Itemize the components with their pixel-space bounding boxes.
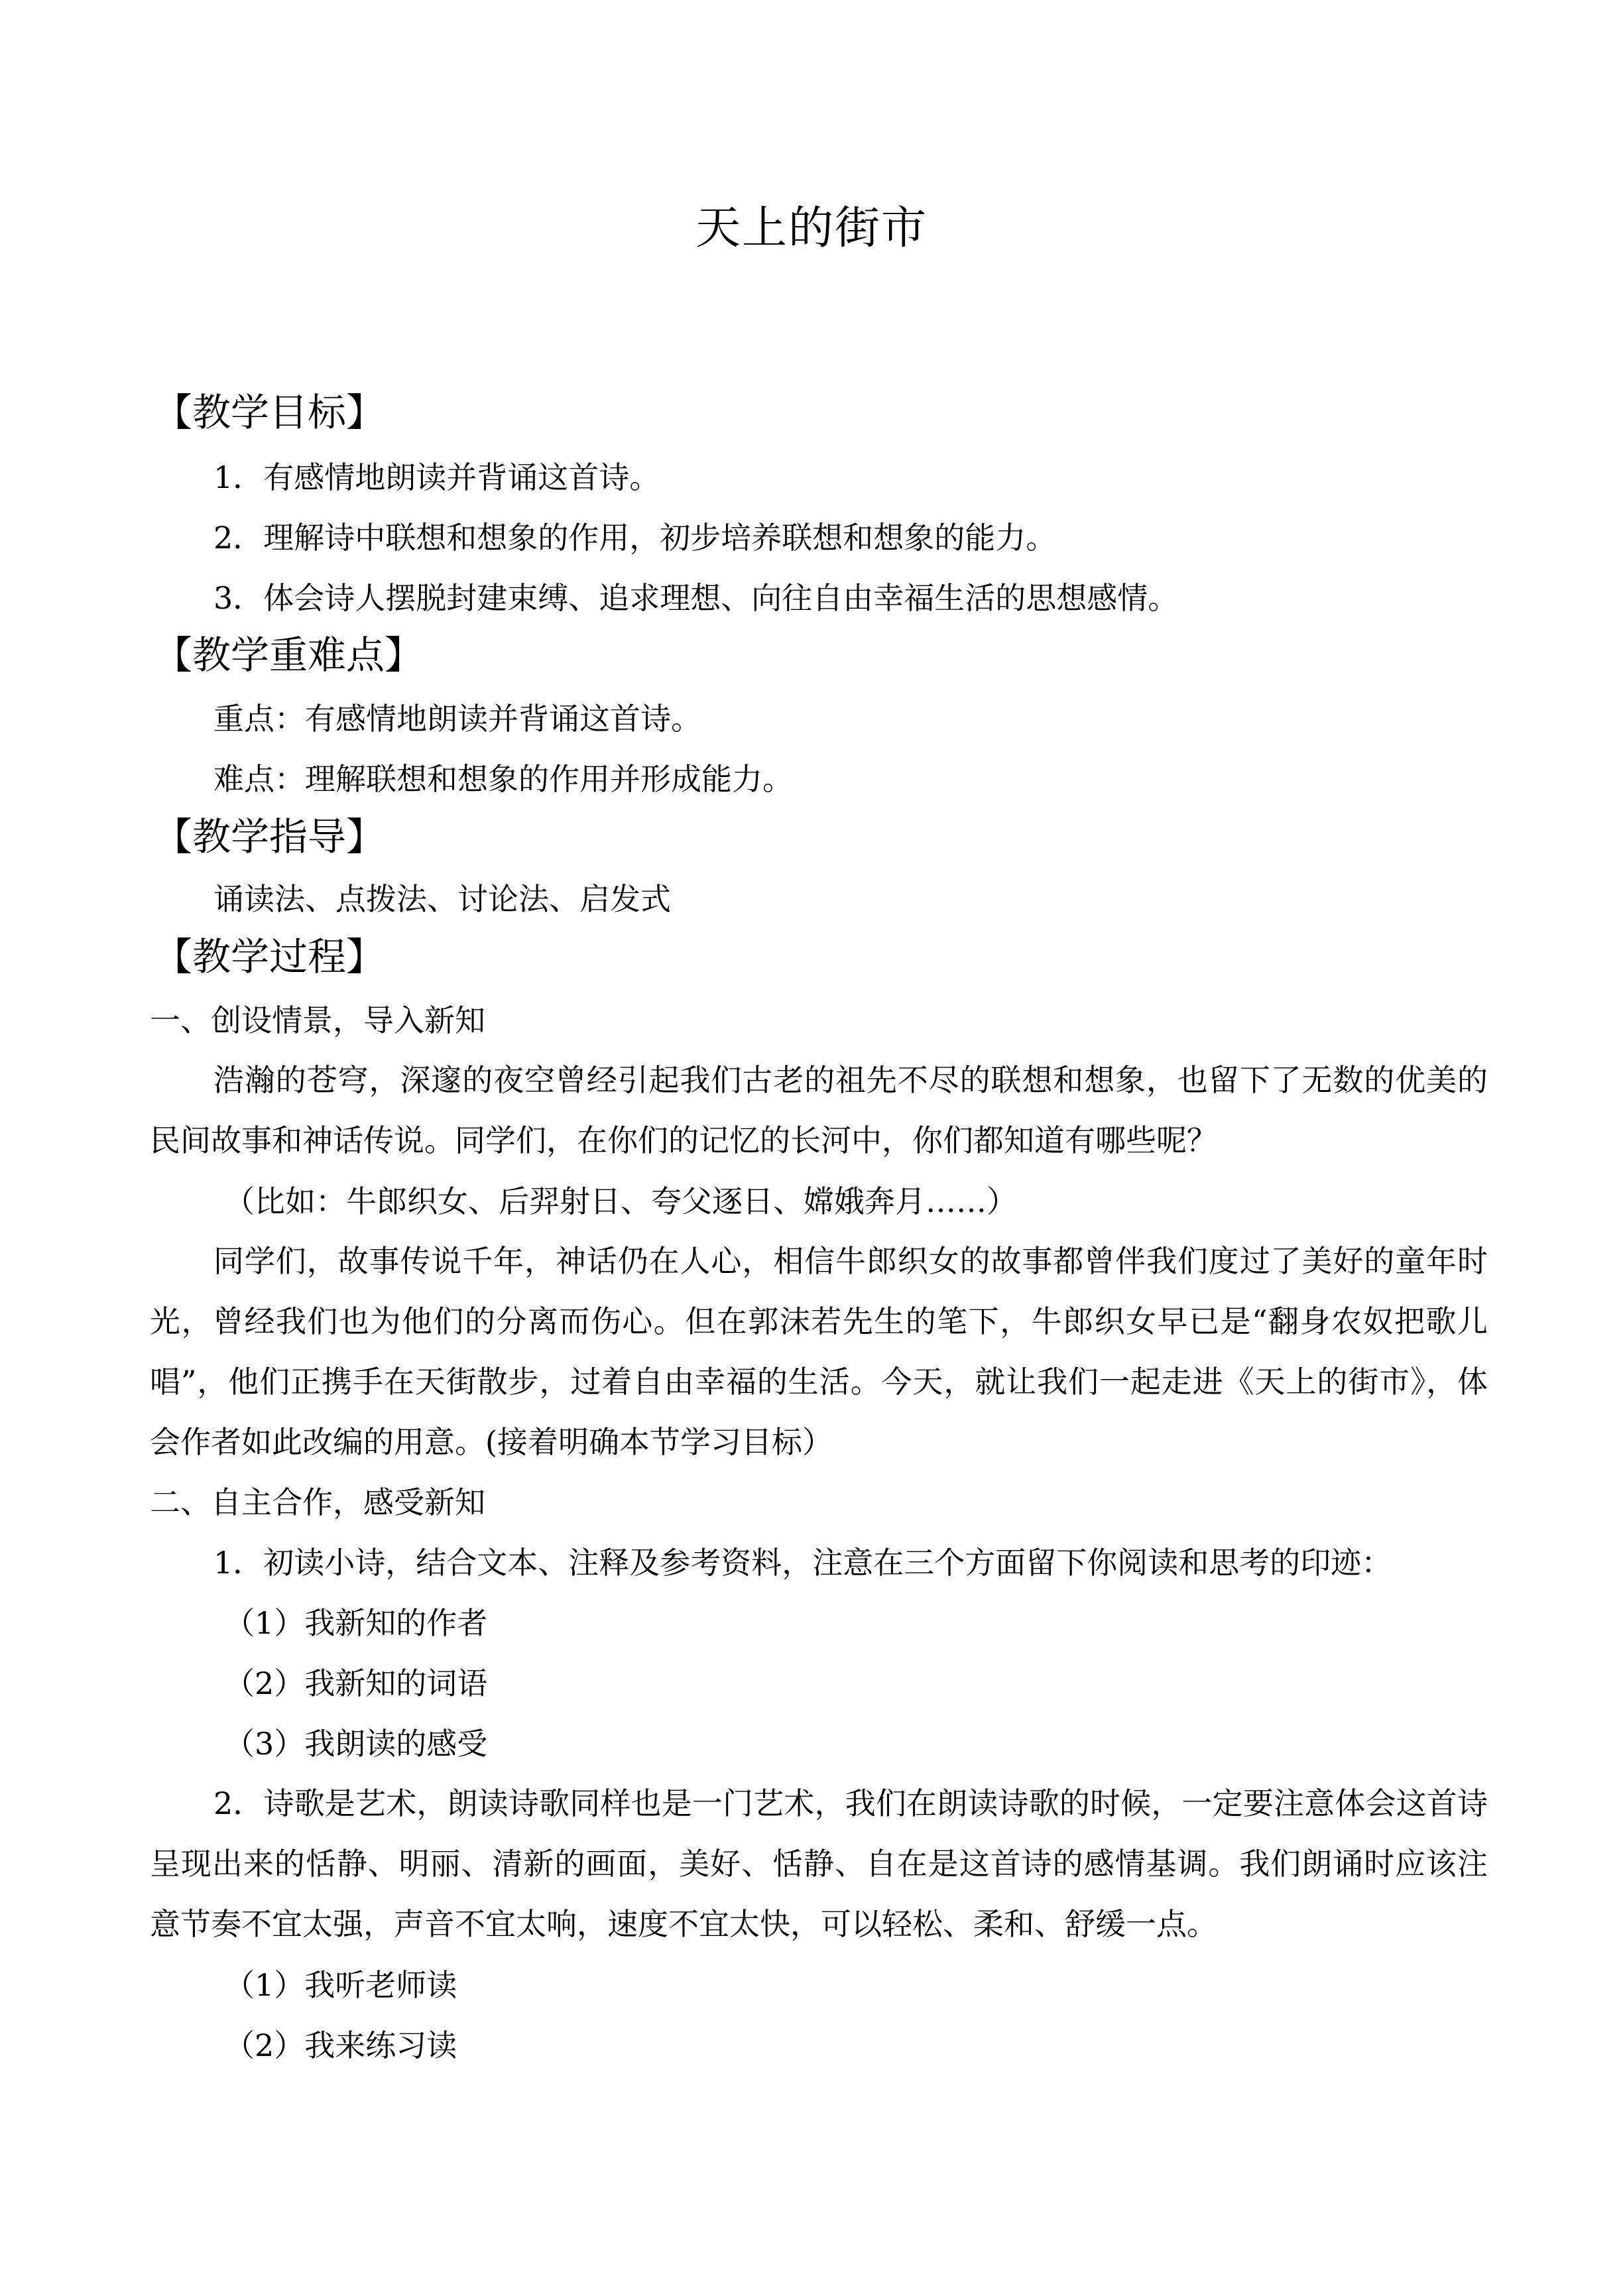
step-two-item: （2）我来练习读 (224, 2027, 457, 2063)
objective-item: 2．理解诗中联想和想象的作用，初步培养联想和想象的能力。 (213, 520, 1057, 556)
intro-paragraph: 浩瀚的苍穹，深邃的夜空曾经引起我们古老的祖先不尽的联想和想象，也留下了无数的优美的民间故事和神话传说。同学们，在你们的记忆的长河中，你们都知道有哪些呢？ (150, 1062, 1488, 1158)
guidance-heading: 【教学指导】 (154, 814, 385, 859)
example-list: （比如：牛郎织女、后羿射日、夸父逐日、嫦娥奔月……） (224, 1183, 1017, 1219)
objective-item: 3．体会诗人摆脱封建束缚、追求理想、向往自由幸福生活的思想感情。 (213, 580, 1179, 616)
page-title: 天上的街市 (695, 202, 928, 255)
key-point-difficulty: 难点：理解联想和想象的作用并形成能力。 (213, 761, 793, 797)
step-two-paragraph: 2．诗歌是艺术，朗读诗歌同样也是一门艺术，我们在朗读诗歌的时候，一定要注意体会这首诗呈现出来的恬静、明丽、清新的画面，美好、恬静、自在是这首诗的感情基调。我们朗诵时应该注意节奏不宜太强，声音不宜太响，速度不宜太快，可以轻松、柔和、舒缓一点。 (150, 1785, 1488, 1942)
step-one: 1．初读小诗，结合文本、注释及参考资料，注意在三个方面留下你阅读和思考的印迹： (213, 1545, 1392, 1581)
process-heading: 【教学过程】 (154, 934, 385, 979)
step-one-item: （3）我朗读的感受 (224, 1726, 488, 1762)
objective-item: 1．有感情地朗读并背诵这首诗。 (213, 459, 660, 495)
objectives-heading: 【教学目标】 (154, 390, 385, 435)
section-two-title: 二、自主合作，感受新知 (150, 1484, 485, 1520)
key-point-focus: 重点：有感情地朗读并背诵这首诗。 (213, 701, 701, 737)
section-one-title: 一、创设情景，导入新知 (150, 1002, 485, 1038)
step-one-item: （2）我新知的词语 (224, 1665, 488, 1701)
step-two-item: （1）我听老师读 (224, 1967, 457, 2003)
guidance-methods: 诵读法、点拨法、讨论法、启发式 (213, 881, 671, 917)
key-points-heading: 【教学重难点】 (154, 633, 424, 678)
story-paragraph: 同学们，故事传说千年，神话仍在人心，相信牛郎织女的故事都曾伴我们度过了美好的童年时光，曾经我们也为他们的分离而伤心。但在郭沫若先生的笔下，牛郎织女早已是“翻身农奴把歌儿唱”，他们正携手在天街散步，过着自由幸福的生活。今天，就让我们一起走进《天上的街市》，体会作者如此改编的用意。(接着明确本节学习目标） (150, 1243, 1488, 1460)
step-one-item: （1）我新知的作者 (224, 1605, 488, 1641)
